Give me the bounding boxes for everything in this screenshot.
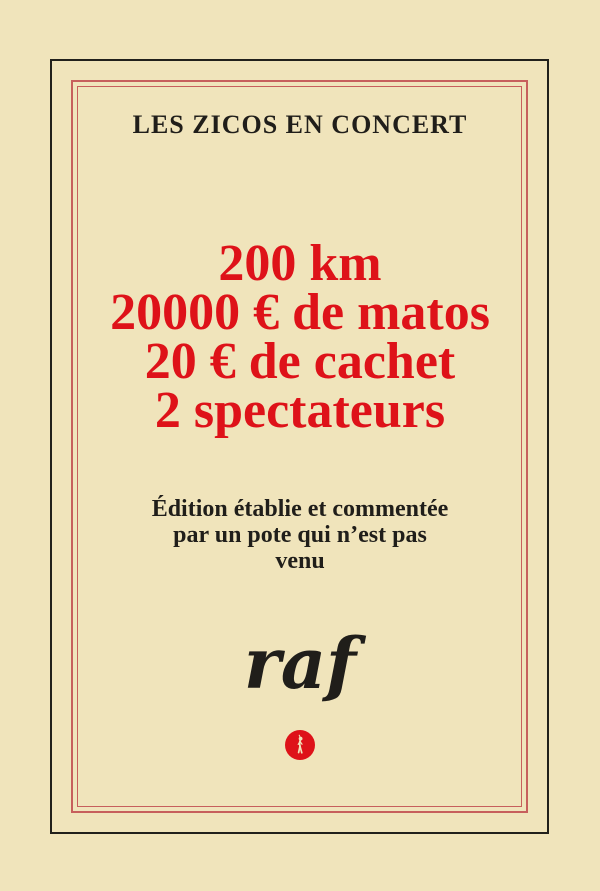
headline-line-gear-cost: 20000 € de matos xyxy=(110,284,490,341)
edition-note-line: venu xyxy=(275,548,325,574)
book-title: LES ZICOS EN CONCERT xyxy=(132,110,468,139)
headline-line-distance: 200 km xyxy=(218,235,382,292)
outer-black-frame xyxy=(50,59,549,834)
edition-note-line: Édition établie et commentée xyxy=(151,496,449,522)
edition-note xyxy=(0,496,600,574)
edition-note-line: par un pote qui n’est pas xyxy=(173,522,427,548)
publisher-logo: raf xyxy=(243,622,357,705)
headline-block xyxy=(0,235,600,439)
headline-line-audience: 2 spectateurs xyxy=(154,382,446,439)
walking-figure-icon xyxy=(290,734,310,756)
publisher-mark xyxy=(285,730,315,760)
headline-line-fee: 20 € de cachet xyxy=(144,333,456,390)
